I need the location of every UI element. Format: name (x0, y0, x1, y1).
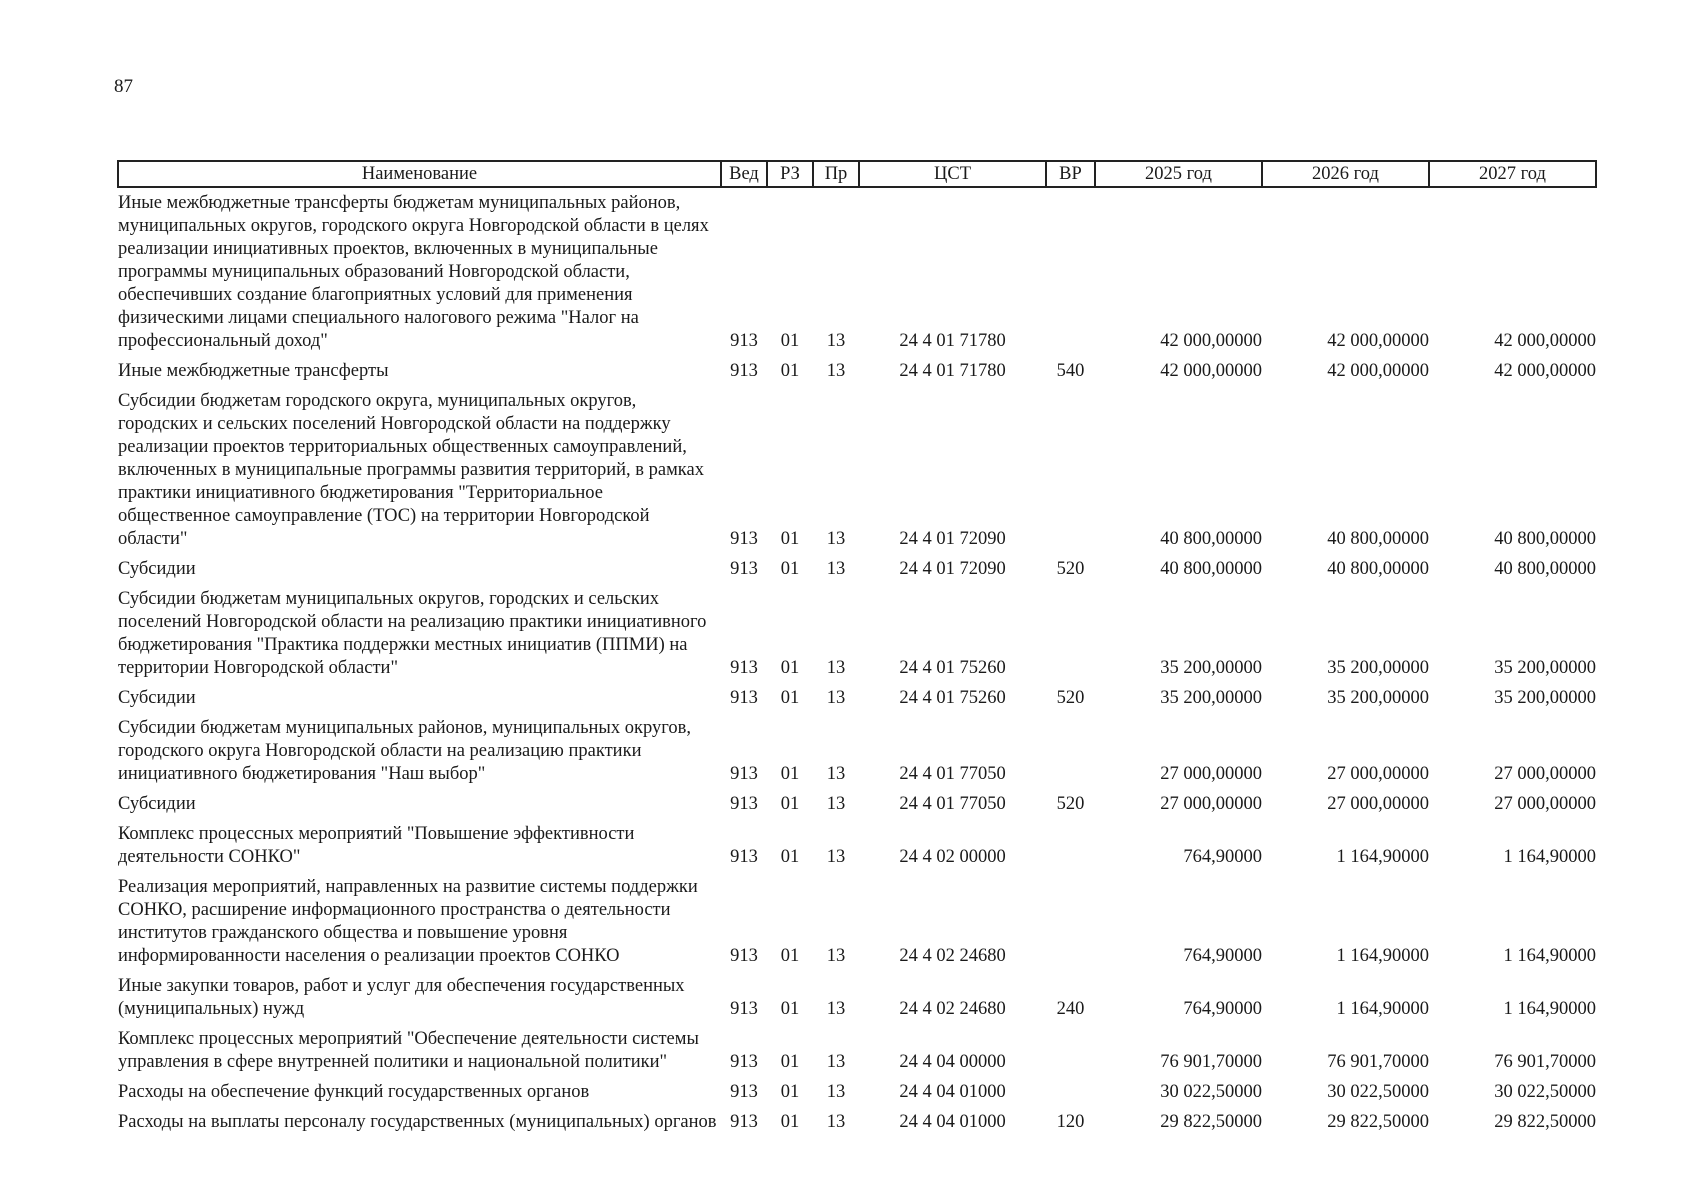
header-2026: 2026 год (1262, 161, 1429, 187)
row-vr: 520 (1056, 559, 1085, 579)
row-ved: 913 (730, 658, 758, 678)
header-ved: Вед (721, 161, 767, 187)
row-2027: 42 000,00000 (1494, 361, 1596, 381)
row-name: Субсидии бюджетам муниципальных районов, муниципальных округов, городского округа Новгородской области на реализацию практики инициативного бюджетирования "Наш выбор" (118, 718, 691, 784)
row-ved: 913 (730, 1052, 758, 1072)
header-2025: 2025 год (1095, 161, 1262, 187)
row-vr (1046, 1023, 1095, 1076)
row-name: Расходы на обеспечение функций государственных органов (118, 1082, 590, 1102)
row-ved: 913 (730, 361, 758, 381)
table-header (118, 161, 1596, 187)
row-2026: 35 200,00000 (1327, 658, 1429, 678)
row-cst: 24 4 01 71780 (899, 361, 1006, 381)
row-2027: 1 164,90000 (1503, 946, 1596, 966)
row-2026: 40 800,00000 (1327, 529, 1429, 549)
table-row (118, 788, 1596, 818)
row-pr: 13 (826, 1052, 846, 1072)
row-pr: 13 (826, 794, 846, 814)
row-vr: 540 (1056, 361, 1085, 381)
row-vr (1046, 1076, 1095, 1106)
row-vr (1046, 187, 1095, 355)
row-2027: 40 800,00000 (1494, 559, 1596, 579)
row-2026: 1 164,90000 (1336, 999, 1429, 1019)
row-2025: 27 000,00000 (1160, 764, 1262, 784)
row-rz: 01 (780, 688, 800, 708)
row-2025: 42 000,00000 (1160, 361, 1262, 381)
row-2027: 76 901,70000 (1494, 1052, 1596, 1072)
row-pr: 13 (826, 1082, 846, 1102)
row-2025: 76 901,70000 (1160, 1052, 1262, 1072)
table-row (118, 682, 1596, 712)
row-name: Иные межбюджетные трансферты бюджетам муниципальных районов, муниципальных округов, городского округа Новгородской области в целях реализации инициативных проектов, включенных в муниципальные программы муниципальных образований Новгородской области, обеспечивших создание благоприятных условий для применения физическими лицами специального налогового режима "Налог на профессиональный доход" (118, 193, 709, 351)
header-name: Наименование (118, 161, 721, 187)
row-ved: 913 (730, 794, 758, 814)
row-vr (1046, 385, 1095, 553)
row-pr: 13 (826, 999, 846, 1019)
row-2025: 30 022,50000 (1160, 1082, 1262, 1102)
row-ved: 913 (730, 764, 758, 784)
row-rz: 01 (780, 764, 800, 784)
row-2025: 42 000,00000 (1160, 331, 1262, 351)
row-name: Субсидии (118, 559, 196, 579)
header-cst: ЦСТ (859, 161, 1046, 187)
row-cst: 24 4 04 01000 (899, 1112, 1006, 1132)
row-pr: 13 (826, 946, 846, 966)
row-2026: 35 200,00000 (1327, 688, 1429, 708)
row-2027: 1 164,90000 (1503, 847, 1596, 867)
row-cst: 24 4 01 72090 (899, 529, 1006, 549)
table-row (118, 1023, 1596, 1076)
row-2025: 764,90000 (1183, 847, 1262, 867)
row-vr (1046, 712, 1095, 788)
table-row (118, 712, 1596, 788)
row-name: Реализация мероприятий, направленных на развитие системы поддержки СОНКО, расширение информационного пространства о деятельности институтов гражданского общества и повышение уровня информированности населения о реализации проектов СОНКО (118, 877, 698, 966)
row-2027: 35 200,00000 (1494, 688, 1596, 708)
row-pr: 13 (826, 847, 846, 867)
row-name: Субсидии (118, 688, 196, 708)
row-ved: 913 (730, 999, 758, 1019)
row-rz: 01 (780, 658, 800, 678)
row-2025: 35 200,00000 (1160, 688, 1262, 708)
row-2025: 29 822,50000 (1160, 1112, 1262, 1132)
row-2025: 40 800,00000 (1160, 529, 1262, 549)
row-cst: 24 4 02 24680 (899, 946, 1006, 966)
row-name: Расходы на выплаты персоналу государственных (муниципальных) органов (118, 1112, 717, 1132)
row-rz: 01 (780, 361, 800, 381)
row-vr: 240 (1056, 999, 1085, 1019)
row-pr: 13 (826, 529, 846, 549)
table-row (118, 871, 1596, 970)
row-pr: 13 (826, 559, 846, 579)
row-name: Субсидии бюджетам муниципальных округов, городских и сельских поселений Новгородской области на реализацию практики инициативного бюджетирования "Практика поддержки местных инициатив (ППМИ) на территории Новгородской области" (118, 589, 707, 678)
row-rz: 01 (780, 529, 800, 549)
budget-table (117, 160, 1597, 1136)
row-pr: 13 (826, 361, 846, 381)
row-vr (1046, 818, 1095, 871)
row-rz: 01 (780, 794, 800, 814)
row-2026: 76 901,70000 (1327, 1052, 1429, 1072)
row-2025: 27 000,00000 (1160, 794, 1262, 814)
header-2027: 2027 год (1429, 161, 1596, 187)
row-2027: 29 822,50000 (1494, 1112, 1596, 1132)
row-2026: 29 822,50000 (1327, 1112, 1429, 1132)
row-ved: 913 (730, 688, 758, 708)
row-pr: 13 (826, 688, 846, 708)
row-vr (1046, 871, 1095, 970)
row-name: Субсидии (118, 794, 196, 814)
table-row (118, 355, 1596, 385)
row-ved: 913 (730, 529, 758, 549)
row-cst: 24 4 01 72090 (899, 559, 1006, 579)
row-name: Субсидии бюджетам городского округа, муниципальных округов, городских и сельских поселений Новгородской области на поддержку реализации проектов территориальных общественных самоуправлений, включенных в муниципальные программы развития территорий, в рамках практики инициативного бюджетирования "Территориальное общественное самоуправление (ТОС) на территории Новгородской области" (118, 391, 704, 549)
row-cst: 24 4 01 75260 (899, 658, 1006, 678)
header-vr: ВР (1046, 161, 1095, 187)
table-row (118, 818, 1596, 871)
row-ved: 913 (730, 847, 758, 867)
row-2026: 1 164,90000 (1336, 847, 1429, 867)
row-ved: 913 (730, 946, 758, 966)
row-2026: 27 000,00000 (1327, 794, 1429, 814)
header-rz: РЗ (767, 161, 813, 187)
row-vr: 120 (1056, 1112, 1085, 1132)
row-2026: 40 800,00000 (1327, 559, 1429, 579)
row-ved: 913 (730, 1082, 758, 1102)
row-pr: 13 (826, 764, 846, 784)
row-2027: 30 022,50000 (1494, 1082, 1596, 1102)
row-rz: 01 (780, 999, 800, 1019)
row-pr: 13 (826, 1112, 846, 1132)
row-ved: 913 (730, 1112, 758, 1132)
row-rz: 01 (780, 559, 800, 579)
row-cst: 24 4 01 75260 (899, 688, 1006, 708)
row-rz: 01 (780, 1112, 800, 1132)
row-2026: 1 164,90000 (1336, 946, 1429, 966)
row-2027: 40 800,00000 (1494, 529, 1596, 549)
row-2026: 30 022,50000 (1327, 1082, 1429, 1102)
row-rz: 01 (780, 1082, 800, 1102)
row-cst: 24 4 04 00000 (899, 1052, 1006, 1072)
row-vr: 520 (1056, 794, 1085, 814)
table-row (118, 1106, 1596, 1136)
row-2027: 35 200,00000 (1494, 658, 1596, 678)
row-2025: 764,90000 (1183, 999, 1262, 1019)
table-row (118, 1076, 1596, 1106)
header-pr: Пр (813, 161, 859, 187)
row-cst: 24 4 02 24680 (899, 999, 1006, 1019)
row-2025: 35 200,00000 (1160, 658, 1262, 678)
row-cst: 24 4 02 00000 (899, 847, 1006, 867)
row-name: Иные закупки товаров, работ и услуг для обеспечения государственных (муниципальных) нужд (118, 976, 685, 1019)
row-cst: 24 4 01 71780 (899, 331, 1006, 351)
row-2026: 27 000,00000 (1327, 764, 1429, 784)
table-body (118, 187, 1596, 1136)
row-2025: 40 800,00000 (1160, 559, 1262, 579)
row-vr (1046, 583, 1095, 682)
table-row (118, 553, 1596, 583)
page-number: 87 (114, 76, 133, 97)
table-row (118, 385, 1596, 553)
row-vr: 520 (1056, 688, 1085, 708)
row-2025: 764,90000 (1183, 946, 1262, 966)
row-ved: 913 (730, 559, 758, 579)
row-2026: 42 000,00000 (1327, 331, 1429, 351)
row-rz: 01 (780, 331, 800, 351)
row-pr: 13 (826, 331, 846, 351)
row-ved: 913 (730, 331, 758, 351)
table-row (118, 187, 1596, 355)
row-2027: 1 164,90000 (1503, 999, 1596, 1019)
row-cst: 24 4 01 77050 (899, 764, 1006, 784)
row-rz: 01 (780, 1052, 800, 1072)
row-2027: 27 000,00000 (1494, 764, 1596, 784)
table-row (118, 970, 1596, 1023)
row-name: Иные межбюджетные трансферты (118, 361, 389, 381)
row-2026: 42 000,00000 (1327, 361, 1429, 381)
row-2027: 27 000,00000 (1494, 794, 1596, 814)
row-cst: 24 4 04 01000 (899, 1082, 1006, 1102)
row-name: Комплекс процессных мероприятий "Обеспечение деятельности системы управления в сфере внутренней политики и национальной политики" (118, 1029, 699, 1072)
row-rz: 01 (780, 946, 800, 966)
table-row (118, 583, 1596, 682)
row-pr: 13 (826, 658, 846, 678)
row-name: Комплекс процессных мероприятий "Повышение эффективности деятельности СОНКО" (118, 824, 635, 867)
row-rz: 01 (780, 847, 800, 867)
row-cst: 24 4 01 77050 (899, 794, 1006, 814)
row-2027: 42 000,00000 (1494, 331, 1596, 351)
